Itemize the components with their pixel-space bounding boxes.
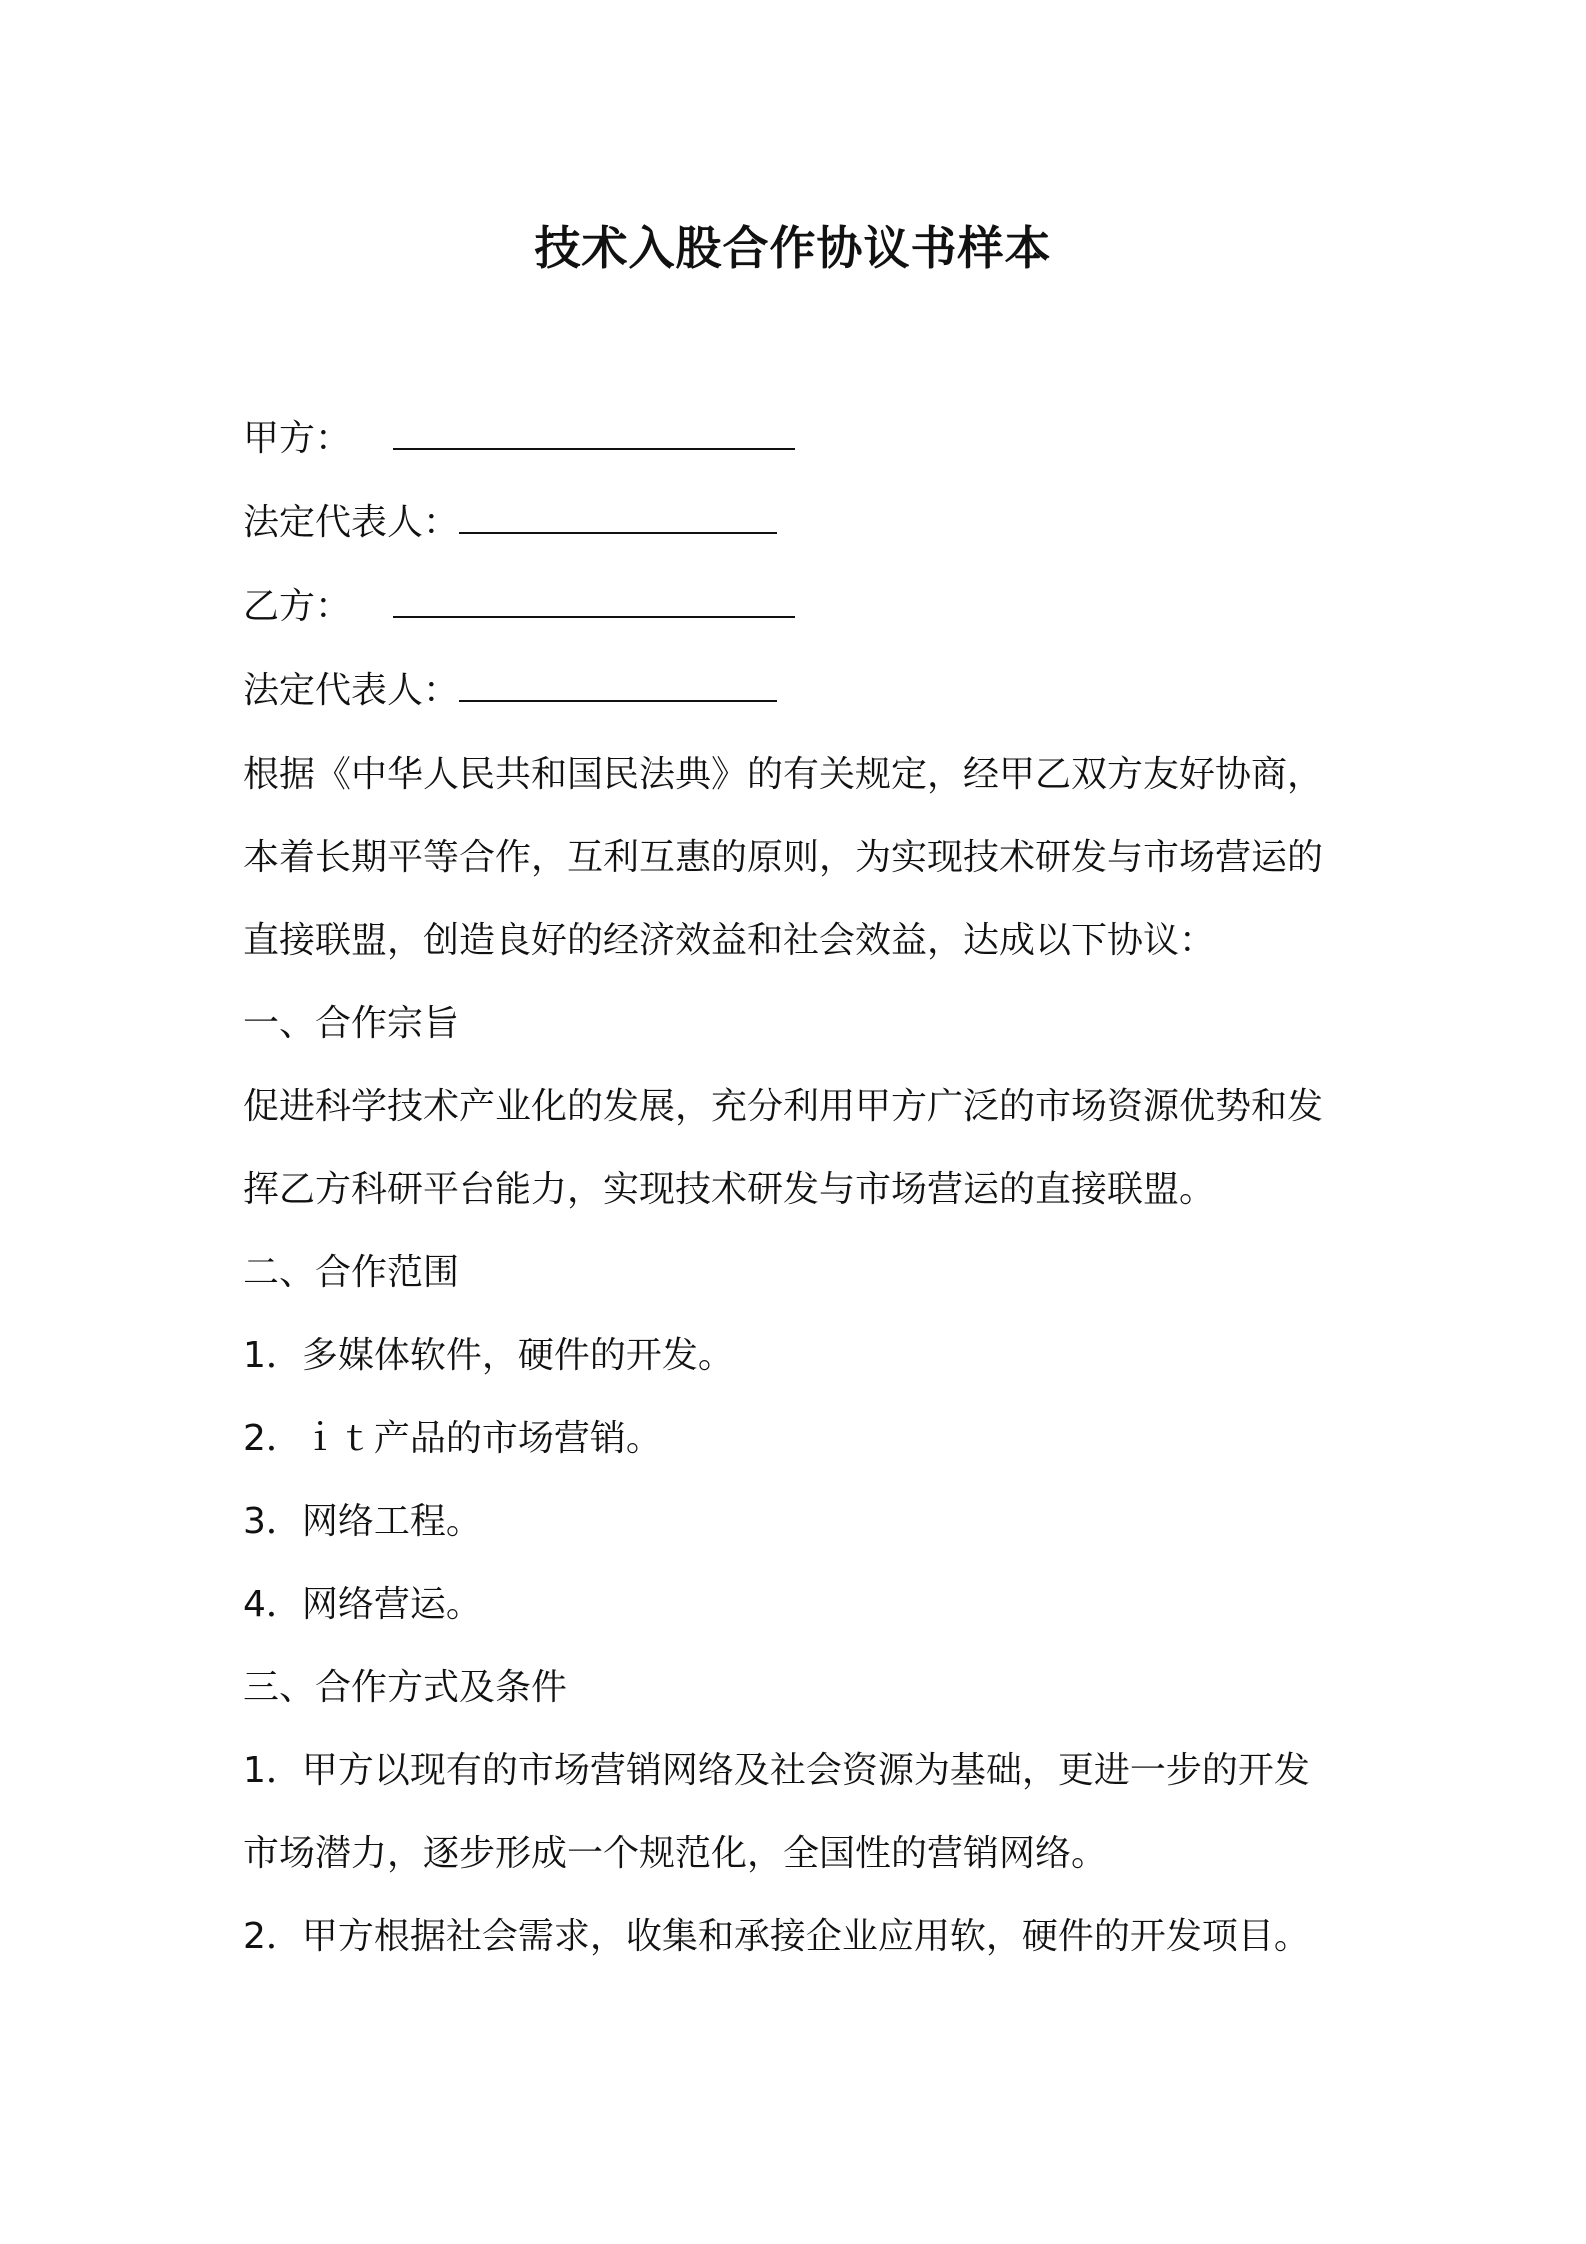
paragraph-line: 1．甲方以现有的市场营销网络及社会资源为基础，更进一步的开发 [243,1750,1310,1791]
preamble-line: 直接联盟，创造良好的经济效益和社会效益，达成以下协议： [243,920,1216,961]
document-title: 技术入股合作协议书样本 [534,221,1052,275]
section-heading-purpose: 一、合作宗旨 [243,1003,460,1044]
list-item: 4．网络营运。 [243,1584,482,1625]
party-a-blank[interactable] [393,414,795,450]
party-a-rep-field [243,498,777,548]
party-a-label: 甲方： [243,418,352,459]
section-heading-scope: 二、合作范围 [243,1252,460,1293]
party-a-field [243,414,795,464]
party-b-label: 乙方： [243,586,352,627]
list-item: 2．ｉｔ产品的市场营销。 [243,1418,662,1459]
paragraph-line: 市场潜力，逐步形成一个规范化，全国性的营销网络。 [243,1833,1108,1874]
preamble-line: 本着长期平等合作，互利互惠的原则，为实现技术研发与市场营运的 [243,837,1324,878]
section-heading-terms: 三、合作方式及条件 [243,1667,568,1708]
party-a-rep-blank[interactable] [459,498,777,534]
party-b-field [243,582,795,632]
list-item: 3．网络工程。 [243,1501,482,1542]
list-item: 1．多媒体软件，硬件的开发。 [243,1335,734,1376]
party-b-blank[interactable] [393,582,795,618]
party-a-rep-label: 法定代表人： [243,502,460,543]
preamble-line: 根据《中华人民共和国民法典》的有关规定，经甲乙双方友好协商， [243,754,1324,795]
paragraph-line: 促进科学技术产业化的发展，充分利用甲方广泛的市场资源优势和发 [243,1086,1324,1127]
party-b-rep-field [243,666,777,716]
paragraph-line: 2．甲方根据社会需求，收集和承接企业应用软，硬件的开发项目。 [243,1916,1310,1957]
party-b-rep-blank[interactable] [459,666,777,702]
paragraph-line: 挥乙方科研平台能力，实现技术研发与市场营运的直接联盟。 [243,1169,1216,1210]
party-b-rep-label: 法定代表人： [243,670,460,711]
